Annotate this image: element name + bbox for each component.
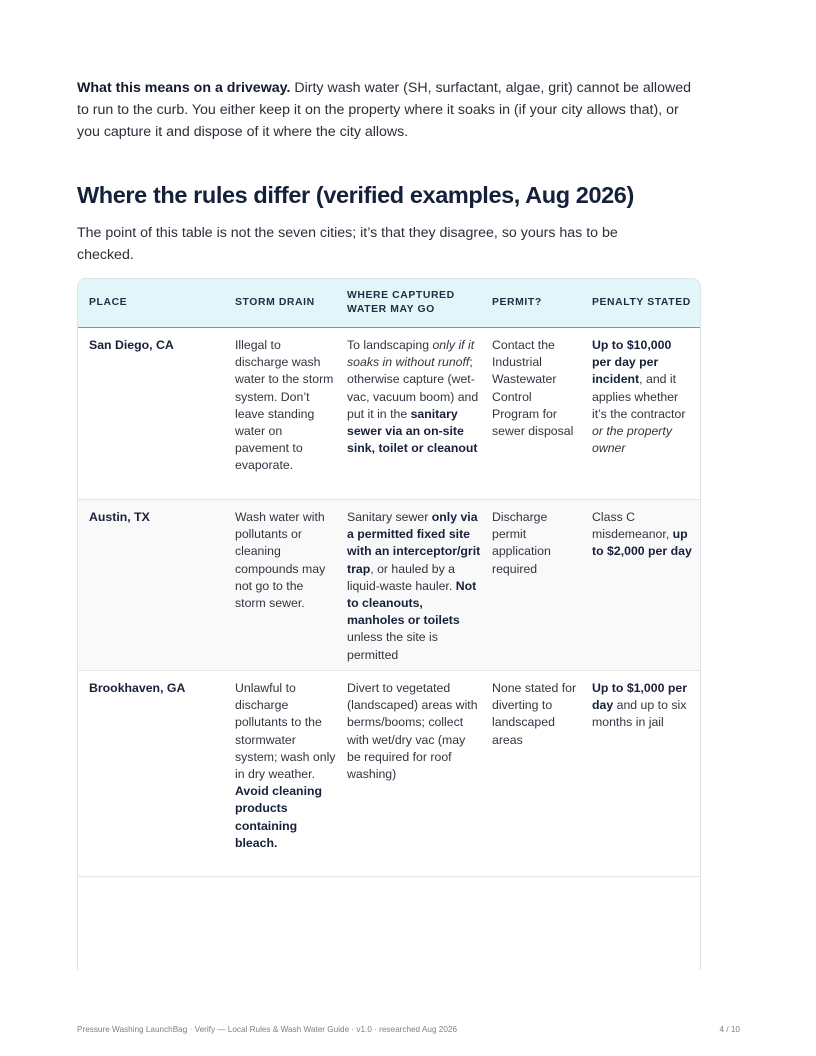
cell-place: San Diego, CA (89, 338, 174, 352)
cell-place: Austin, TX (89, 510, 150, 524)
cell-text-segment: only if it soaks in without runoff (347, 338, 475, 370)
footer-page-number: 4 / 10 (719, 1025, 740, 1034)
intro-lead: What this means on a driveway. (77, 80, 291, 96)
cell-place: Brookhaven, GA (89, 681, 186, 695)
cell-text-segment: or the property owner (592, 424, 672, 456)
section-heading: Where the rules differ (verified examples, Aug 2026) (77, 182, 634, 208)
intro-paragraph (77, 77, 692, 143)
cell-text-segment: Illegal to discharge wash water to the storm system. Don’t leave standing water on pavement to evaporate. (235, 338, 334, 473)
cell-text-segment: up to $2,000 per day (592, 527, 692, 559)
cell-text-segment: Sanitary sewer (347, 510, 432, 524)
cell-text-segment: None stated for diverting to landscaped areas (492, 681, 577, 747)
cell-storm-drain (224, 328, 336, 499)
cell-text-segment: sanitary sewer via an on-site sink, toilet or cleanout (347, 406, 478, 456)
cell-text-segment: unless the site is permitted (347, 630, 438, 662)
cell-storm-drain (224, 671, 336, 876)
cell-captured-water (336, 500, 481, 670)
header-storm-drain: STORM DRAIN (235, 297, 315, 308)
cell-text-segment: Discharge permit application required (492, 510, 551, 576)
cell-captured-water (336, 328, 481, 499)
cell-text-segment: ; otherwise capture (wet-vac, vacuum boom) and put it in the (347, 355, 479, 421)
table-header (78, 279, 700, 328)
cell-text-segment: , and it applies whether it’s the contractor (592, 372, 686, 421)
cell-text-segment: To landscaping (347, 338, 433, 352)
cell-text-segment: Unlawful to discharge pollutants to the stormwater system; wash only in dry weather. (235, 681, 336, 782)
header-permit: PERMIT? (492, 297, 542, 308)
cell-permit (481, 500, 581, 670)
cell-penalty (581, 671, 700, 876)
cell-text-segment: Wash water with pollutants or cleaning compounds may not go to the storm sewer. (235, 510, 326, 611)
cell-storm-drain (224, 500, 336, 670)
header-captured-water: WHERE CAPTURED WATER MAY GO (347, 290, 455, 315)
cell-text-segment: only via a permitted fixed site with an interceptor/grit trap (347, 510, 481, 576)
cell-text-segment: Up to $1,000 per day (592, 681, 687, 713)
footer-doc-info: Pressure Washing LaunchBag · Verify — Local Rules & Wash Water Guide · v1.0 · researched Aug 2026 (77, 1025, 457, 1034)
section-lede: The point of this table is not the seven cities; it’s that they disagree, so yours has to be checked. (77, 225, 618, 263)
intro-body: Dirty wash water (SH, surfactant, algae, grit) cannot be allowed to run to the curb. You either keep it on the property where it soaks in (if your city allows that), or you capture it and dispose of it where the city allows. (77, 80, 691, 140)
cell-text-segment: Contact the Industrial Wastewater Control Program for sewer disposal (492, 338, 574, 439)
table-row (78, 671, 700, 877)
cell-text-segment: , or hauled by a liquid-waste hauler. (347, 561, 456, 593)
cell-penalty (581, 328, 700, 499)
cell-text-segment: Not to cleanouts, manholes or toilets (347, 578, 477, 628)
cell-text-segment: Avoid cleaning products containing bleach. (235, 784, 323, 850)
cell-permit (481, 671, 581, 876)
header-place: PLACE (89, 297, 128, 308)
table-row (78, 328, 700, 500)
cell-penalty (581, 500, 700, 670)
cell-text-segment: Class C misdemeanor, (592, 510, 673, 542)
cell-captured-water (336, 671, 481, 876)
cell-permit (481, 328, 581, 499)
table-row (78, 500, 700, 671)
cell-text-segment: Up to $10,000 per day per incident (592, 338, 672, 387)
cell-text-segment: Divert to vegetated (landscaped) areas with berms/booms; collect with wet/dry vac (may be required for roof washing) (347, 681, 478, 782)
header-penalty: PENALTY STATED (592, 297, 691, 308)
rules-table (77, 278, 701, 970)
cell-text-segment: and up to six months in jail (592, 698, 687, 730)
